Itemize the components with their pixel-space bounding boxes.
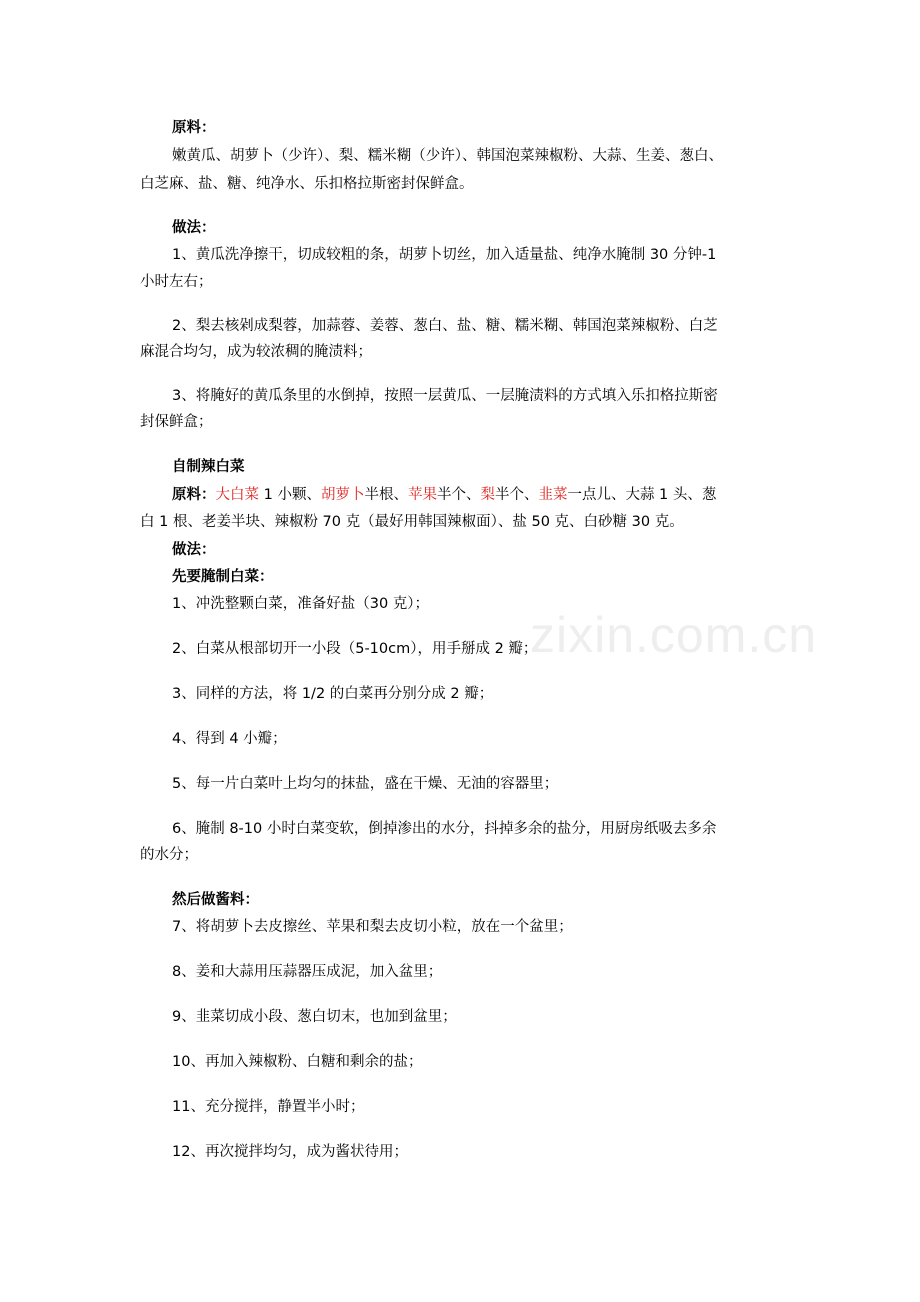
step-3-line2: 封保鲜盒； bbox=[140, 414, 213, 430]
ingredient-cabbage: 大白菜 bbox=[215, 487, 259, 503]
step-pickle-2: 2、白菜从根部切开一小段（5-10cm），用手掰成 2 瓣； bbox=[172, 641, 538, 657]
ingredients-label: 原料： bbox=[172, 487, 216, 503]
step-sauce-10: 10、再加入辣椒粉、白糖和剩余的盐； bbox=[172, 1054, 423, 1070]
ingredient-apple: 苹果 bbox=[407, 487, 437, 503]
step-sauce-8: 8、姜和大蒜用压蒜器压成泥，加入盆里； bbox=[172, 964, 443, 980]
recipe-title: 自制辣白菜 bbox=[172, 459, 245, 475]
ingredient-carrot: 胡萝卜 bbox=[320, 487, 365, 503]
ingredient-pear: 梨 bbox=[480, 487, 495, 503]
step-sauce-9: 9、韭菜切成小段、葱白切末，也加到盆里； bbox=[172, 1009, 457, 1025]
ingredient-cabbage-qty: 1 小颗、 bbox=[259, 487, 321, 503]
ingredient-chives: 韭菜 bbox=[538, 487, 568, 503]
step-sauce-12: 12、再次搅拌均匀，成为酱状待用； bbox=[172, 1144, 408, 1160]
watermark: zixin.com.cn bbox=[530, 607, 818, 663]
ingredient-carrot-qty: 半根、 bbox=[364, 487, 408, 503]
step-1-line1: 1、黄瓜洗净擦干，切成较粗的条，胡萝卜切丝，加入适量盐、纯净水腌制 30 分钟-1 bbox=[172, 247, 717, 263]
step-pickle-1: 1、冲洗整颗白菜，准备好盐（30 克）； bbox=[172, 596, 430, 612]
ingredients-line2: 白 1 根、老姜半块、辣椒粉 70 克（最好用韩国辣椒面）、盐 50 克、白砂糖 30 克。 bbox=[140, 514, 684, 530]
ingredients-text-line2: 白芝麻、盐、糖、纯净水、乐扣格拉斯密封保鲜盒。 bbox=[140, 176, 474, 192]
step-pickle-4: 4、得到 4 小瓣； bbox=[172, 731, 287, 747]
step-2-line2: 麻混合均匀，成为较浓稠的腌渍料； bbox=[140, 344, 372, 360]
ingredient-pear-qty: 半个、 bbox=[494, 487, 539, 503]
step-sauce-7: 7、将胡萝卜去皮擦丝、苹果和梨去皮切小粒，放在一个盆里； bbox=[172, 919, 573, 935]
method-heading: 做法： bbox=[172, 220, 216, 236]
ingredients-line1 bbox=[172, 485, 800, 505]
method-heading-2: 做法： bbox=[172, 542, 216, 558]
step-2-line1: 2、梨去核剁成梨蓉，加蒜蓉、姜蓉、葱白、盐、糖、糯米糊、韩国泡菜辣椒粉、白芝 bbox=[172, 318, 718, 334]
step-sauce-11: 11、充分搅拌，静置半小时； bbox=[172, 1099, 365, 1115]
ingredient-apple-qty: 半个、 bbox=[436, 487, 481, 503]
step-pickle-3: 3、同样的方法，将 1/2 的白菜再分别分成 2 瓣； bbox=[172, 686, 494, 702]
step-pickle-5: 5、每一片白菜叶上均匀的抹盐，盛在干燥、无油的容器里； bbox=[172, 776, 559, 792]
step-1-line2: 小时左右； bbox=[140, 274, 213, 290]
ingredients-heading: 原料： bbox=[172, 120, 216, 136]
step-6-line2: 的水分； bbox=[140, 847, 198, 863]
ingredients-rest: 一点儿、大蒜 1 头、葱 bbox=[567, 487, 717, 503]
sauce-heading: 然后做酱料： bbox=[172, 892, 259, 908]
ingredients-text-line1: 嫩黄瓜、胡萝卜（少许）、梨、糯米糊（少许）、韩国泡菜辣椒粉、大蒜、生姜、葱白、 bbox=[172, 148, 723, 164]
step-3-line1: 3、将腌好的黄瓜条里的水倒掉，按照一层黄瓜、一层腌渍料的方式填入乐扣格拉斯密 bbox=[172, 388, 718, 404]
pickle-heading: 先要腌制白菜： bbox=[172, 569, 274, 585]
step-6-line1: 6、腌制 8-10 小时白菜变软，倒掉渗出的水分，抖掉多余的盐分，用厨房纸吸去多余 bbox=[172, 821, 717, 837]
